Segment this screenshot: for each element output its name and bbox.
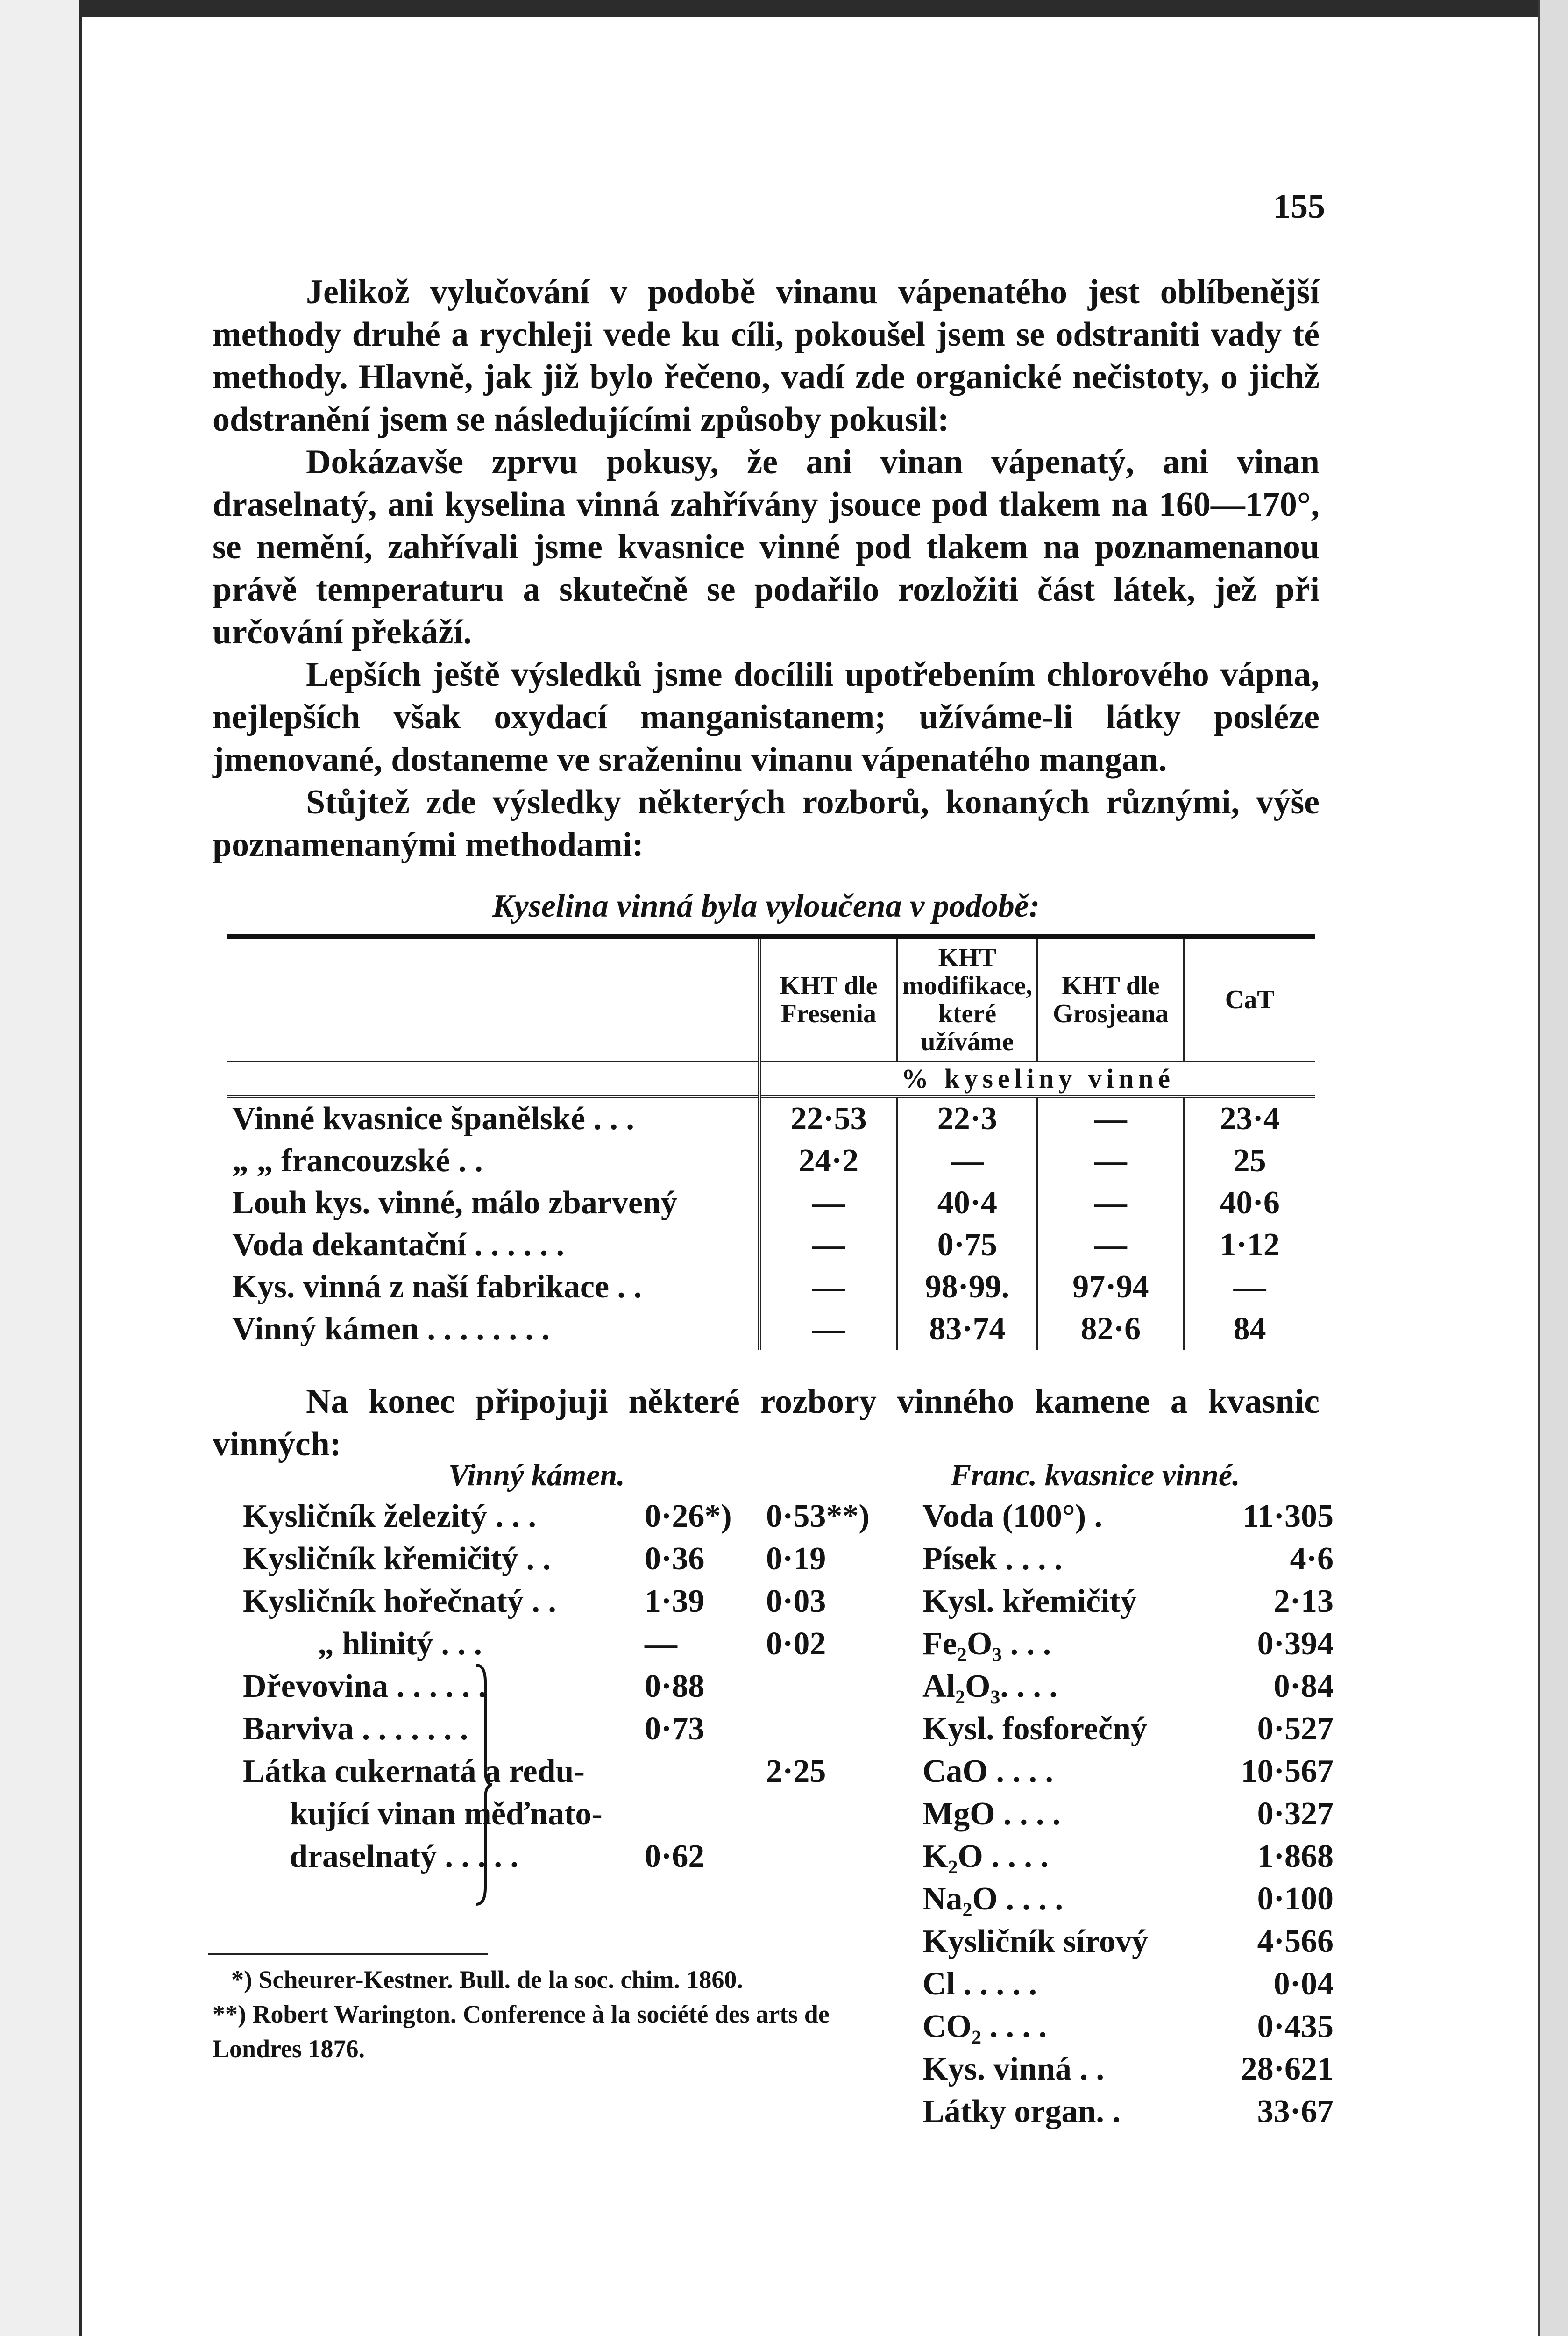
item-value: 0·84 [1273, 1668, 1334, 1704]
item-value: 10·567 [1241, 1753, 1334, 1789]
item-value: 4·6 [1290, 1541, 1334, 1577]
item-label: Voda (100°) . [922, 1498, 1103, 1534]
cell: — [897, 1140, 1037, 1182]
list-item [922, 1750, 1334, 1793]
list-item [922, 1580, 1334, 1623]
list-item [922, 1963, 1334, 2005]
column-header: KHT modifikace, které užíváme [897, 937, 1037, 1061]
item-label: Kysličník hořečnatý . . [243, 1583, 556, 1619]
paragraph: Lepších ještě výsledků jsme docílili upotřebením chlorového vápna, nejlepších však oxydací manganistanem; užíváme-li látky posléze jmenované, dostaneme ve sraženinu vinanu vápenatého mangan. [213, 655, 1320, 779]
table-row [227, 1266, 1315, 1308]
item-label: Kysličník sírový [922, 1923, 1148, 1959]
cell: 40·6 [1184, 1182, 1315, 1224]
row-label: Vinný kámen . . . . . . . . [232, 1311, 550, 1347]
list-item [243, 1495, 897, 1538]
scan-edge-left [0, 0, 82, 2336]
cell: 22·53 [759, 1097, 897, 1140]
item-label: draselnatý . . . . . [290, 1838, 518, 1874]
cell: — [1037, 1182, 1184, 1224]
cell: 97·94 [1037, 1266, 1184, 1308]
list-item [922, 1878, 1334, 1920]
row-label: Louh kys. vinné, málo zbarvený [232, 1185, 677, 1221]
body-text [213, 271, 1320, 866]
list-item [243, 1580, 897, 1623]
cell: 83·74 [897, 1308, 1037, 1350]
stone-title: Vinný kámen. [448, 1458, 625, 1492]
item-label: Al₂O₃. . . . [922, 1668, 1057, 1704]
list-item [922, 1538, 1334, 1580]
paragraph: Jelikož vylučování v podobě vinanu vápenatého jest oblíbenější methody druhé a rychleji vede ku cíli, pokoušel jsem se odstraniti vady té methody. Hlavně, jak již bylo řečeno, vadí zde organické nečistoty, o jichž odstranění jsem se následujícími způsoby pokusil: [213, 273, 1320, 439]
list-item [922, 1495, 1334, 1538]
item-label: „ hlinitý . . . [318, 1626, 482, 1662]
yeast-analysis [922, 1495, 1334, 2133]
column-header: KHT dle Fresenia [759, 937, 897, 1061]
cell: 1·12 [1184, 1224, 1315, 1266]
footnote-divider [208, 1953, 488, 1955]
list-item [243, 1750, 897, 1793]
item-value: 0·62 [645, 1838, 705, 1874]
table-row [227, 1097, 1315, 1140]
item-label: CaO . . . . [922, 1753, 1053, 1789]
page-number: 155 [1273, 187, 1325, 226]
list-item [922, 1708, 1334, 1750]
item-value: 1·39 [645, 1583, 705, 1619]
item-value: 0·19 [766, 1541, 826, 1577]
item-value: 0·02 [766, 1626, 826, 1662]
list-item [243, 1793, 897, 1835]
item-value: 0·53**) [766, 1498, 870, 1534]
table-caption: Kyselina vinná byla vyloučena v podobě: [492, 888, 1040, 924]
cell: 0·75 [897, 1224, 1037, 1266]
list-item [922, 1623, 1334, 1665]
table-row [227, 1308, 1315, 1350]
item-value: 0·03 [766, 1583, 826, 1619]
item-value: 0·435 [1257, 2008, 1334, 2044]
cell: 98·99. [897, 1266, 1037, 1308]
cell: 84 [1184, 1308, 1315, 1350]
list-item [922, 2005, 1334, 2048]
header-empty [227, 937, 759, 1061]
item-value: 0·36 [645, 1541, 705, 1577]
cell: 23·4 [1184, 1097, 1315, 1140]
paragraph: Stůjtež zde výsledky některých rozborů, konaných různými, výše poznamenanými methodami: [213, 783, 1320, 864]
tartaric-acid-table [227, 934, 1315, 1350]
closing-text [213, 1381, 1320, 1466]
list-item [922, 1665, 1334, 1708]
table-header-row [227, 937, 1315, 1061]
scan-edge-right [1538, 0, 1568, 2336]
unit-row [227, 1061, 1315, 1097]
item-value: — [645, 1626, 677, 1662]
cell: 24·2 [759, 1140, 897, 1182]
item-value: 0·88 [645, 1668, 705, 1704]
cell: — [1037, 1224, 1184, 1266]
item-label: Dřevovina . . . . . . [243, 1668, 487, 1704]
item-value: 0·73 [645, 1711, 705, 1747]
item-value: 2·13 [1273, 1583, 1334, 1619]
paragraph: Dokázavše zprvu pokusy, že ani vinan vápenatý, ani vinan draselnatý, ani kyselina vinná zahřívány jsouce pod tlakem na 160—170°, se nemění, zahřívali jsme kvasnice vinné pod tlakem na poznamenanou právě temperaturu a skutečně se podařilo rozložiti část látek, jež při určování překáží. [213, 443, 1320, 651]
row-label: Vinné kvasnice španělské . . . [232, 1101, 634, 1137]
item-label: Barviva . . . . . . . [243, 1711, 468, 1747]
item-label: Kysl. křemičitý [922, 1583, 1137, 1619]
cell: 82·6 [1037, 1308, 1184, 1350]
column-header: CaT [1184, 937, 1315, 1061]
column-header: KHT dle Grosjeana [1037, 937, 1184, 1061]
item-value: 0·327 [1257, 1796, 1334, 1832]
unit-label: % kyseliny vinné [759, 1061, 1315, 1097]
item-value: 0·26*) [645, 1498, 732, 1534]
cell: 25 [1184, 1140, 1315, 1182]
item-label: Cl . . . . . [922, 1966, 1037, 2002]
cell: — [1184, 1266, 1315, 1308]
item-value: 11·305 [1242, 1498, 1334, 1534]
paragraph: Na konec připojuji některé rozbory vinného kamene a kvasnic vinných: [213, 1382, 1320, 1463]
item-label: Kys. vinná . . [922, 2051, 1104, 2087]
item-label: MgO . . . . [922, 1796, 1061, 1832]
item-value: 0·04 [1273, 1966, 1334, 2002]
list-item [922, 2090, 1334, 2133]
cell: — [759, 1224, 897, 1266]
item-label: Fe₂O₃ . . . [922, 1626, 1051, 1662]
item-value: 2·25 [766, 1753, 826, 1789]
curly-brace [474, 1663, 493, 1906]
yeast-title: Franc. kvasnice vinné. [951, 1458, 1240, 1492]
list-item [243, 1623, 897, 1665]
cell: — [1037, 1140, 1184, 1182]
item-label: Látky organ. . [922, 2094, 1121, 2129]
item-label: K₂O . . . . [922, 1838, 1049, 1874]
footnote: *) Scheurer-Kestner. Bull. de la soc. chim. 1860. [231, 1966, 743, 1994]
item-label: Kysl. fosforečný [922, 1711, 1147, 1747]
cell: 22·3 [897, 1097, 1037, 1140]
item-label: Kysličník železitý . . . [243, 1498, 536, 1534]
item-label: Písek . . . . [922, 1541, 1063, 1577]
footnotes [213, 1962, 885, 2066]
cell: — [759, 1182, 897, 1224]
item-label: Kysličník křemičitý . . [243, 1541, 551, 1577]
list-item [922, 1835, 1334, 1878]
list-item [243, 1538, 897, 1580]
list-item [922, 2048, 1334, 2090]
stone-analysis [243, 1495, 897, 1878]
row-label: „ „ francouzské . . [232, 1143, 483, 1179]
cell: 40·4 [897, 1182, 1037, 1224]
row-label: Voda dekantační . . . . . . [232, 1227, 565, 1263]
footnote: **) Robert Warington. Conference à la société des arts de Londres 1876. [213, 2000, 830, 2063]
item-value: 0·100 [1257, 1881, 1334, 1917]
list-item [243, 1708, 897, 1750]
list-item [922, 1793, 1334, 1835]
table-row [227, 1224, 1315, 1266]
item-label: Látka cukernatá a redu- [243, 1753, 585, 1789]
item-label: Na₂O . . . . [922, 1881, 1063, 1917]
table-row [227, 1182, 1315, 1224]
cell: — [1037, 1097, 1184, 1140]
item-value: 4·566 [1257, 1923, 1334, 1959]
row-label: Kys. vinná z naší fabrikace . . [232, 1269, 642, 1305]
item-value: 0·527 [1257, 1711, 1334, 1747]
item-value: 0·394 [1257, 1626, 1334, 1662]
cell: — [759, 1266, 897, 1308]
list-item [243, 1835, 897, 1878]
list-item [922, 1920, 1334, 1963]
item-value: 28·621 [1241, 2051, 1334, 2087]
list-item [243, 1665, 897, 1708]
item-label: kující vinan měďnato- [290, 1796, 603, 1832]
cell: — [759, 1308, 897, 1350]
item-value: 33·67 [1257, 2094, 1334, 2129]
scan-edge-top [79, 0, 1568, 17]
table-row [227, 1140, 1315, 1182]
item-label: CO₂ . . . . [922, 2008, 1047, 2044]
item-value: 1·868 [1257, 1838, 1334, 1874]
